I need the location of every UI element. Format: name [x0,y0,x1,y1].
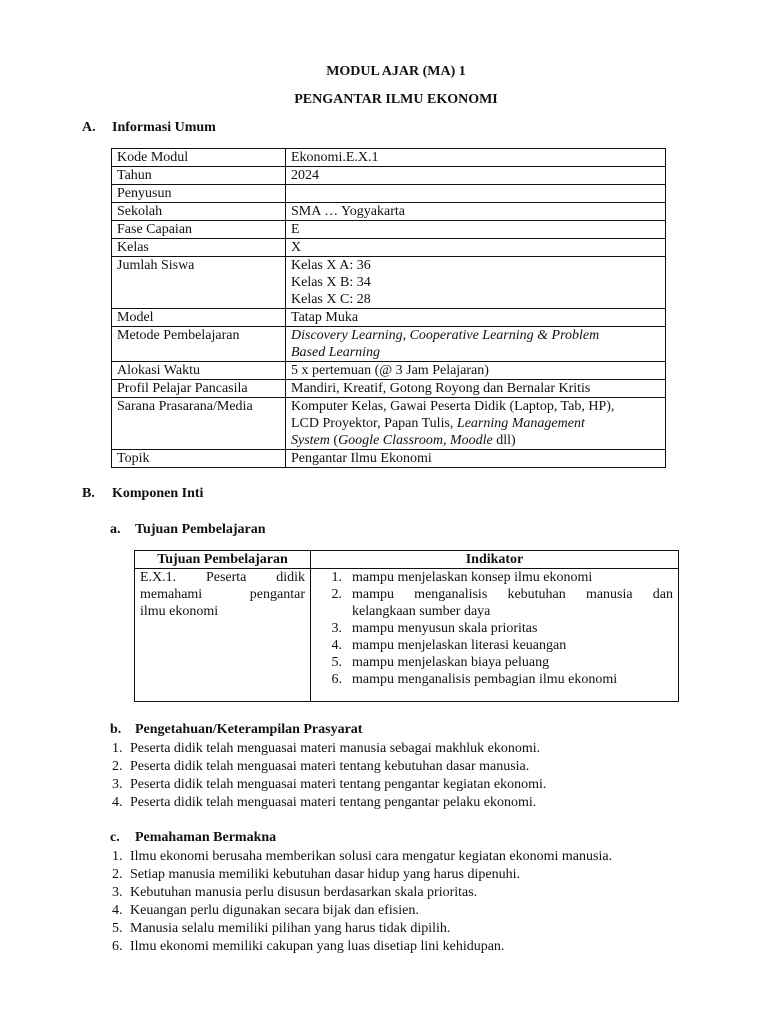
understanding-item-text: Manusia selalu memiliki pilihan yang harus tidak dipilih. [130,921,451,936]
info-value: Tatap Muka [286,309,666,327]
prerequisite-item [112,740,546,758]
table-row [112,309,666,327]
learning-objectives-table [134,550,679,702]
indicator-item-text: mampu menjelaskan biaya peluang [352,655,550,670]
subsection-a-heading [110,522,266,538]
prerequisite-item [112,794,546,812]
prerequisite-item-text: Peserta didik telah menguasai materi manusia sebagai makhluk ekonomi. [130,741,541,756]
prerequisite-item [112,776,546,794]
info-key: Kelas [112,239,286,257]
prerequisite-list [112,740,546,812]
indicator-item [316,569,673,586]
section-a-label: A. [82,120,96,135]
understanding-item-text: Setiap manusia memiliki kebutuhan dasar hidup yang harus dipenuhi. [130,867,520,882]
info-value: E [286,221,666,239]
table-row [112,239,666,257]
section-a-heading [82,120,216,136]
prerequisite-item-number: 2. [112,759,123,774]
prerequisite-item-number: 1. [112,741,123,756]
indicator-item-number: 6. [331,672,342,687]
media-line: LCD Proyektor, Papan Tulis, Learning Management [291,416,585,431]
indicator-item-number: 3. [331,621,342,636]
understanding-item [112,938,612,956]
understanding-item-text: Keuangan perlu digunakan secara bijak dan efisien. [130,903,419,918]
subsection-c-label: c. [110,830,120,845]
class-count-line: Kelas X C: 28 [291,292,371,307]
meaningful-understanding-list [112,848,612,956]
info-key: Model [112,309,286,327]
document-title: MODUL AJAR (MA) 1 [326,64,466,79]
prerequisite-item-text: Peserta didik telah menguasai materi tentang pengantar kegiatan ekonomi. [130,777,547,792]
prerequisite-item [112,758,546,776]
table-row [112,380,666,398]
indicator-item [316,637,673,654]
table-row [112,203,666,221]
understanding-item-text: Ilmu ekonomi memiliki cakupan yang luas disetiap lini kehidupan. [130,939,505,954]
info-key: Alokasi Waktu [112,362,286,380]
indicator-item-number: 5. [331,655,342,670]
understanding-item-number: 1. [112,849,123,864]
subsection-c-title: Pemahaman Bermakna [135,830,277,845]
understanding-item-text: Ilmu ekonomi berusaha memberikan solusi cara mengatur kegiatan ekonomi manusia. [130,849,613,864]
prerequisite-item-number: 3. [112,777,123,792]
indicator-item-number: 2. [331,587,342,602]
info-value: 5 x pertemuan (@ 3 Jam Pelajaran) [286,362,666,380]
subsection-c-heading [110,830,276,846]
understanding-item-number: 2. [112,867,123,882]
info-key: Penyusun [112,185,286,203]
understanding-item [112,902,612,920]
table-row [112,398,666,450]
info-key: Fase Capaian [112,221,286,239]
info-value [286,257,666,309]
table-header-row [135,551,679,569]
section-a-title: Informasi Umum [112,120,216,135]
info-key: Jumlah Siswa [112,257,286,309]
table-row [112,149,666,167]
info-key: Topik [112,450,286,468]
info-key: Sekolah [112,203,286,221]
indicator-item-text: mampu menganalisis pembagian ilmu ekonomi [352,672,618,687]
subsection-b-title: Pengetahuan/Keterampilan Prasyarat [135,722,363,737]
info-key: Kode Modul [112,149,286,167]
method-line: Based Learning [291,345,381,360]
table-row [112,362,666,380]
column-header: Tujuan Pembelajaran [135,551,311,569]
document-subtitle: PENGANTAR ILMU EKONOMI [294,92,498,107]
table-row [112,185,666,203]
prerequisite-item-number: 4. [112,795,123,810]
prerequisite-item-text: Peserta didik telah menguasai materi tentang kebutuhan dasar manusia. [130,759,530,774]
understanding-item-text: Kebutuhan manusia perlu disusun berdasarkan skala prioritas. [130,885,478,900]
section-b-title: Komponen Inti [112,486,204,501]
table-row [112,450,666,468]
table-row [112,257,666,309]
understanding-item-number: 6. [112,939,123,954]
indicator-item-text: mampu menganalisis kebutuhan manusia dan kelangkaan sumber daya [352,587,673,619]
indicator-item [316,620,673,637]
indicator-item-text: mampu menjelaskan literasi keuangan [352,638,567,653]
class-count-line: Kelas X B: 34 [291,275,371,290]
general-info-table [111,148,666,468]
indicator-item [316,671,673,688]
indicator-cell [311,569,679,702]
class-count-line: Kelas X A: 36 [291,258,371,273]
objective-cell: E.X.1. Peserta didik memahami pengantar ilmu ekonomi [135,569,311,702]
subsection-b-label: b. [110,722,122,737]
indicator-list [316,569,673,688]
understanding-item [112,884,612,902]
section-b-heading [82,486,203,502]
info-value [286,327,666,362]
column-header: Indikator [311,551,679,569]
info-value: X [286,239,666,257]
indicator-item [316,586,673,620]
info-key: Tahun [112,167,286,185]
understanding-item-number: 3. [112,885,123,900]
info-value: Ekonomi.E.X.1 [286,149,666,167]
understanding-item-number: 4. [112,903,123,918]
info-value: Mandiri, Kreatif, Gotong Royong dan Bernalar Kritis [286,380,666,398]
indicator-item [316,654,673,671]
media-line: Komputer Kelas, Gawai Peserta Didik (Laptop, Tab, HP), [291,399,615,414]
media-line: System (Google Classroom, Moodle dll) [291,433,516,448]
table-row [112,221,666,239]
info-key: Sarana Prasarana/Media [112,398,286,450]
indicator-item-text: mampu menyusun skala prioritas [352,621,538,636]
info-key: Profil Pelajar Pancasila [112,380,286,398]
subsection-b-heading [110,722,362,738]
info-value [286,185,666,203]
table-row [112,167,666,185]
method-line: Discovery Learning, Cooperative Learning & Problem [291,328,600,343]
info-value: 2024 [286,167,666,185]
understanding-item [112,848,612,866]
understanding-item [112,920,612,938]
section-b-label: B. [82,486,95,501]
info-value: SMA … Yogyakarta [286,203,666,221]
indicator-item-number: 4. [331,638,342,653]
info-key: Metode Pembelajaran [112,327,286,362]
info-value [286,398,666,450]
prerequisite-item-text: Peserta didik telah menguasai materi tentang pengantar pelaku ekonomi. [130,795,537,810]
understanding-item-number: 5. [112,921,123,936]
table-row [112,327,666,362]
subsection-a-label: a. [110,522,121,537]
understanding-item [112,866,612,884]
indicator-item-text: mampu menjelaskan konsep ilmu ekonomi [352,570,593,585]
table-row [135,569,679,702]
info-value: Pengantar Ilmu Ekonomi [286,450,666,468]
indicator-item-number: 1. [331,570,342,585]
subsection-a-title: Tujuan Pembelajaran [135,522,266,537]
